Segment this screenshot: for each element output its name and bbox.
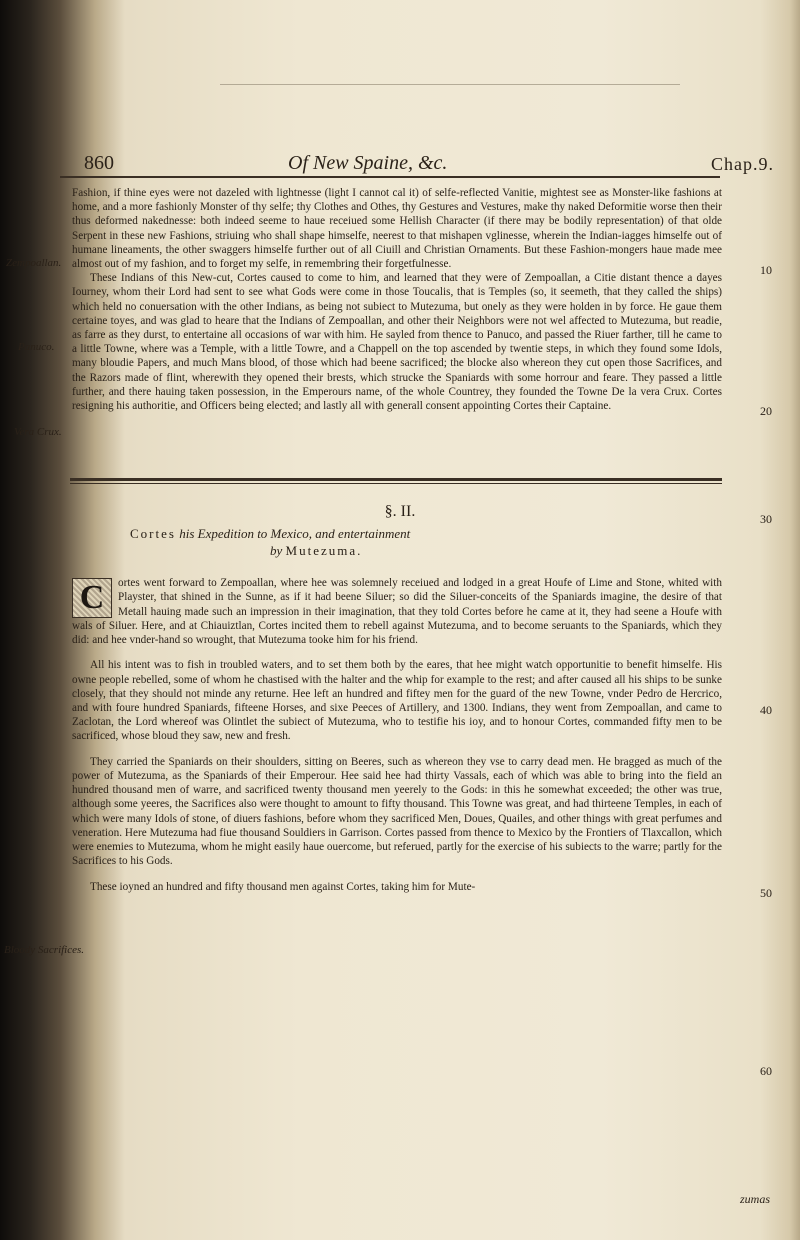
line-number-60: 60 [760,1064,772,1078]
section-title-by: by [270,543,283,558]
chapter-label: Chap.9. [711,154,774,174]
section-rule [70,478,722,481]
margin-note-panuco: Panuco. [18,341,55,353]
section-number: §. II. [384,503,416,520]
paragraph-cortes-text: ortes went forward to Zempoallan, where hee was solemnely receiued and lodged in a great Houfe of Lime and Stone, whited with Playster, that shined in the Sunne, as if it had beene Siluer; so did the Siluer-conceits of the Spaniards imagine, the desire of that Metall hauing made such an impression in their imagination, that they told Cortes before he came at it, they had seene a Houfe with wals of Siluer. Here, and at Chiauiztlan, Cortes incited them to rebell against Mutezuma, and to become seruants to the Spaniards, which they did: and hee vnder-hand so wrought, that Mutezuma tooke him for his friend. [72,577,722,646]
line-number-10: 10 [760,263,772,277]
catchword: zumas [739,1192,770,1206]
margin-note-bloody-sacrifices: Bloody Sacrifices. [4,944,85,956]
paragraph-fashion: Fashion, if thine eyes were not dazeled with lightnesse (light I cannot cal it) of selfe-reflected Vanitie, mightest see as Monster-like fashions at home, and a more fashionly Monster of thy selfe; thy Clothes and Othes, thy Gestures and Vestures, make thy naked Deformitie worse then their thus deformed nakednesse: both indeed seeme to haue receiued some Hellish Character (if there may be bodily representation) of that olde Serpent in these new Fashions, striuing who shall shape himselfe, neerest to that mishapen vglinesse, wherein the Indian-iagges himselfe out of humane lineaments, the other swaggers himselfe further out of all Ciuill and Christian Ornaments. But these Fashion-mongers haue made mee almost out of my fashion, and to forget my selfe, in remembring their forgetfulnesse. [72,187,722,271]
section-rule-thin [70,483,722,484]
paragraph-zempoallan: These Indians of this New-cut, Cortes caused to come to him, and learned that they were of Zempoallan, a Citie distant thence a dayes Iourney, whom their Lord had sent to see what Gods were come in those Toucalis, that is Temples (so, it seemeth, that they called the ships) which held no conuersation with the other Indians, as being not subiect to Mutezuma, but onely as they were holden in by force. He gaue them certaine toyes, and was glad to heare that the Indians of Zempoallan, and other their Neighbors were not wel affected to Mutezuma, but readie, as farre as they durst, to entertaine all occasions of war with him. He sayled from thence to Panuco, and passed the Riuer farther, till he came to a little Towne, where was a Temple, with a little Towre, and a Chappell on the top ascended by twentie steps, in which they found some Idols, many bloudie Papers, and much Mans blood, of those which had beene sacrificed; the blocke also whereon they cut open those Sacrifices, and the Razors made of flint, wherewith they opened their brests, which strucke the Spaniards with some horrour and feare. They passed a little further, and there hauing taken possession, in the Emperours name, of the whole Countrey, they founded the Towne De la vera Crux. Cortes resigning his authoritie, and Officers being elected; and lastly all with generall consent appointing Cortes their Captaine. [72,272,722,413]
section-title-name: Mutezuma. [285,543,363,558]
running-title: Of New Spaine, &c. [288,152,448,174]
header-rule [60,176,720,178]
paragraph-troubled-waters: All his intent was to fish in troubled waters, and to set them both by the eares, that hee might watch opportunitie to benefit himselfe. His owne people rebelled, some of whom he chastised with the halter and the whip for example to the rest; and after caused all his ships to be sunke closely, that they should not minde any returne. Hee left an hundred and fiftey men for the guard of the new Towne, vnder Pedro de Hercrico, and with foure hundred Spaniards, fifteene Horses, and sixe Peeces of Artillery, and 1300. Indians, they went from Zempoallan, and came to Zaclotan, the Lord whereof was Olintlet the subiect of Mutezuma, who to testifie his ioy, and to honour Cortes, commanded fifty men to be sacrificed, whose bloud they saw, new and fresh. [72,659,722,743]
margin-note-vera-crux: Vera Crux. [14,426,62,438]
text-block-1 [72,186,722,413]
paragraph-cortes-went [72,576,722,647]
line-number-30: 30 [760,512,772,526]
section-title-rest: his Expedition to Mexico, and entertainment [179,526,411,541]
drop-cap [72,578,112,618]
line-number-20: 20 [760,404,772,418]
line-number-40: 40 [760,703,772,717]
section-title-lead: Cortes [130,526,176,541]
drop-cap-letter: C [73,579,111,617]
line-number-50: 50 [760,886,772,900]
paragraph-carried: They carried the Spaniards on their shoulders, sitting on Beeres, such as whereon they vse to carry dead men. He bragged as much of the power of Mutezuma, as the Spaniards of their Emperour. Hee said hee had thirty Vassals, each of which was able to bring into the field an hundred thousand men of warre, and sacrificed twenty thousand men yeerely to the Gods: in this he somewhat exceeded; the other was true, although some yeeres, the Sacrifices also were thought to amount to fifty thousand. This Towne was great, and had thirteene Temples, in each of which were many Idols of stone, of diuers fashions, before whom they sacrificed Men, Doues, Quailes, and other things with great perfumes and veneration. Here Mutezuma had fiue thousand Souldiers in Garrison. Cortes passed from thence to Mexico by the Frontiers of Tlaxcallon, which were enemies to Mutezuma, whom he might easily haue ouercome, but referued, partly for the exercise of his subiects to the warre; partly for the Sacrifices to his Gods. [72,755,722,868]
page-number: 860 [84,152,114,174]
text-block-2 [72,565,722,905]
paragraph-ioyned: These ioyned an hundred and fifty thousand men against Cortes, taking him for Mute- [90,880,476,893]
margin-note-zempoallan: Zempoallan. [6,257,62,269]
section-title [130,525,730,559]
